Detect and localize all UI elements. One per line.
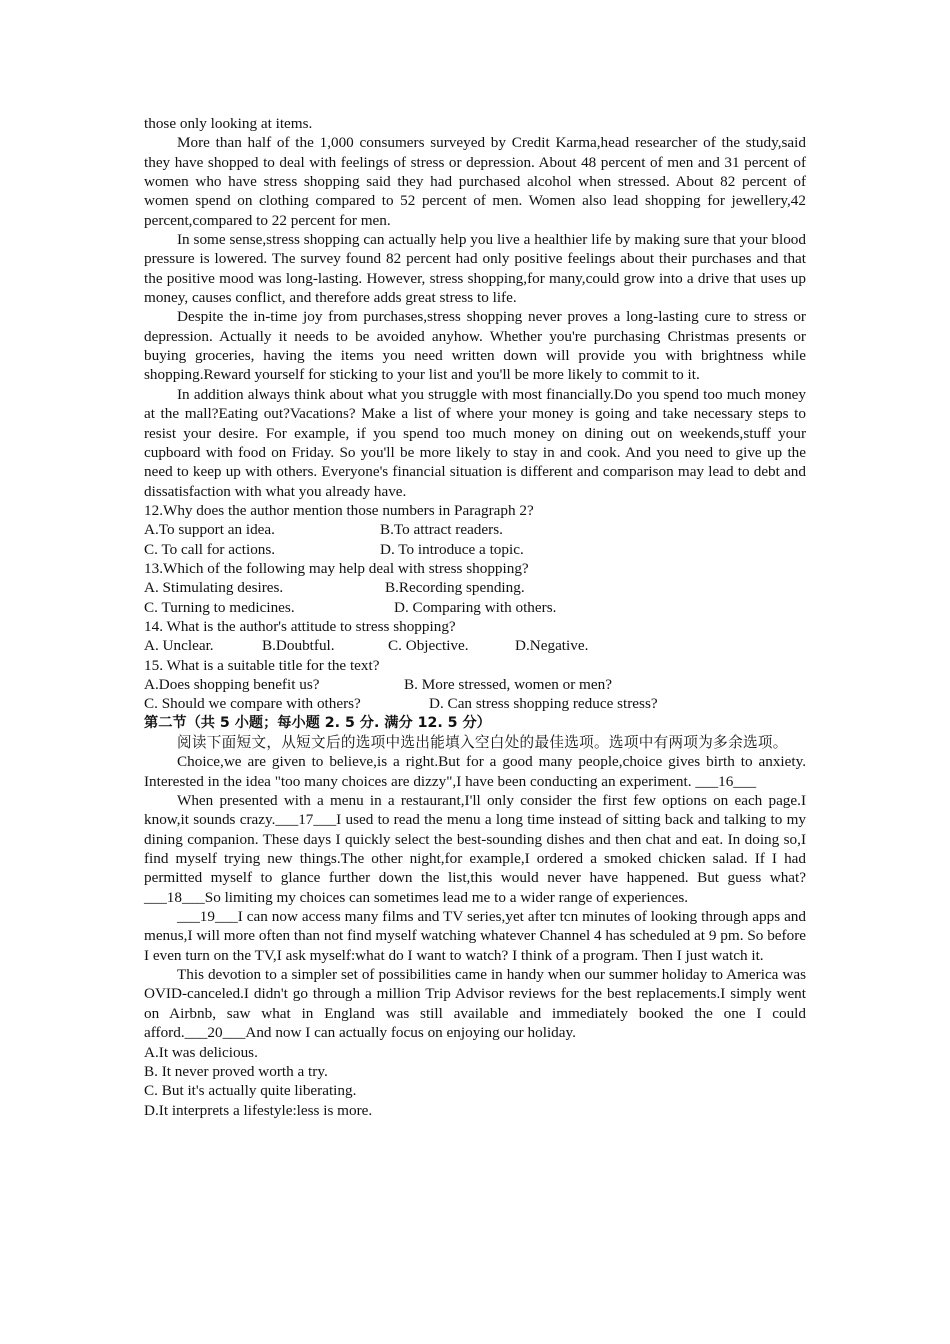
option: A. Stimulating desires. (144, 579, 284, 597)
option: C. Objective. (388, 637, 469, 655)
passage-paragraph-3: Despite the in-time joy from purchases,stress shopping never proves a long-lasting cure to stress or depression. Actually it needs to be avoided anyhow. Whether you're purchasing Christmas presents or buying groceries, having the items you need written down will provide you with brightness while shopping.Reward yourself for sticking to your list and you'll be more likely to commit to it. (144, 308, 806, 384)
question-stem: 15. What is a suitable title for the text? (144, 656, 380, 674)
passage-paragraph-2: In some sense,stress shopping can actually help you live a healthier life by making sure that your blood pressure is lowered. The survey found 82 percent had only positive feelings about their purchases and that the positive mood was long-lasting. However, stress shopping,for many,could grow into a drive that uses up money, causes conflict, and therefore adds great stress to life. (144, 231, 806, 307)
question-stem: 13.Which of the following may help deal with stress shopping? (144, 559, 529, 577)
option: A.To support an idea. (144, 521, 275, 539)
option: B. More stressed, women or men? (404, 675, 612, 693)
cloze-paragraph-2: When presented with a menu in a restaurant,I'll only consider the first few options on each page.I know,it sounds crazy.___17___I used to read the menu a long time instead of sitting back and talking to my dining companion. These days I quickly select the best-sounding dishes and then chat and eat. In doing so,I find myself trying new things.The other night,for example,I ordered a smoked chicken salad. If I had permitted myself to glance further down the list,this would never have happened. But guess what?___18___So limiting my choices can sometimes lead me to a wider range of experiences. (144, 792, 806, 906)
passage-paragraph-1: More than half of the 1,000 consumers surveyed by Credit Karma,head researcher of the study,said they have shopped to deal with feelings of stress or depression. About 48 percent of men and 31 percent of women who have stress shopping said they had purchased alcohol when stressed. About 82 percent of women spend on clothing compared to 52 percent of men. Women also lead shopping for jewellery,42 percent,compared to 22 percent for men. (144, 134, 806, 229)
section-heading: 第二节（共 5 小题；每小题 2. 5 分. 满分 12. 5 分） (144, 714, 491, 731)
option: D. Can stress shopping reduce stress? (429, 695, 658, 713)
option-row (144, 540, 806, 559)
option: A. Unclear. (144, 637, 214, 655)
option: D. To introduce a topic. (380, 540, 524, 558)
option: B.Recording spending. (385, 579, 525, 597)
option: C. Turning to medicines. (144, 598, 295, 616)
question-stem: 12.Why does the author mention those numbers in Paragraph 2? (144, 501, 534, 519)
cloze-paragraph-1: Choice,we are given to believe,is a right.But for a good many people,choice gives birth to anxiety. Interested in the idea "too many choices are dizzy",I have been conducting an experiment. ___16___ (144, 753, 806, 790)
option: C. Should we compare with others? (144, 695, 361, 713)
option-row (144, 694, 806, 713)
cloze-option: C. But it's actually quite liberating. (144, 1082, 357, 1100)
option: D. Comparing with others. (394, 598, 557, 616)
option: D.Negative. (515, 637, 589, 655)
exam-page (144, 114, 806, 1120)
option-row (144, 636, 806, 655)
option: C. To call for actions. (144, 540, 276, 558)
option-row (144, 675, 806, 694)
section-instruction: 阅读下面短文，从短文后的选项中选出能填入空白处的最佳选项。选项中有两项为多余选项。 (177, 734, 788, 751)
passage-paragraph-4: In addition always think about what you struggle with most financially.Do you spend too much money at the mall?Eating out?Vacations? Make a list of where your money is going and take necessary steps to resist your desire. For example, if you spend too much money on dining out on weekends,stuff your cupboard with food on Friday. So you'll be more likely to stay in and cook. And you need to give up the need to keep up with others. Everyone's financial situation is different and comparison may lead to debt and dissatisfaction with what you already have. (144, 385, 806, 500)
passage-paragraph-0: those only looking at items. (144, 115, 313, 132)
option-row (144, 578, 806, 597)
question-stem: 14. What is the author's attitude to stress shopping? (144, 617, 456, 635)
option: A.Does shopping benefit us? (144, 675, 320, 693)
cloze-option: D.It interprets a lifestyle:less is more. (144, 1101, 373, 1119)
cloze-option: A.It was delicious. (144, 1043, 258, 1061)
option-row (144, 520, 806, 539)
option: B.Doubtful. (262, 637, 335, 655)
cloze-option: B. It never proved worth a try. (144, 1062, 328, 1080)
option: B.To attract readers. (380, 521, 503, 539)
cloze-paragraph-3: ___19___I can now access many films and TV series,yet after tcn minutes of looking through apps and menus,I will more often than not find myself watching whatever Channel 4 has scheduled at 9 pm. So before I even turn on the TV,I ask myself:what do I want to watch? I think of a program. Then I just watch it. (144, 908, 806, 964)
cloze-paragraph-4: This devotion to a simpler set of possibilities came in handy when our summer holiday to America was OVID-canceled.I didn't go through a million Trip Advisor reviews for the best replacements.I simply went on Airbnb, saw what in England was still available and immediately booked the one I could afford.___20___And now I can actually focus on enjoying our holiday. (144, 966, 806, 1042)
option-row (144, 598, 806, 617)
